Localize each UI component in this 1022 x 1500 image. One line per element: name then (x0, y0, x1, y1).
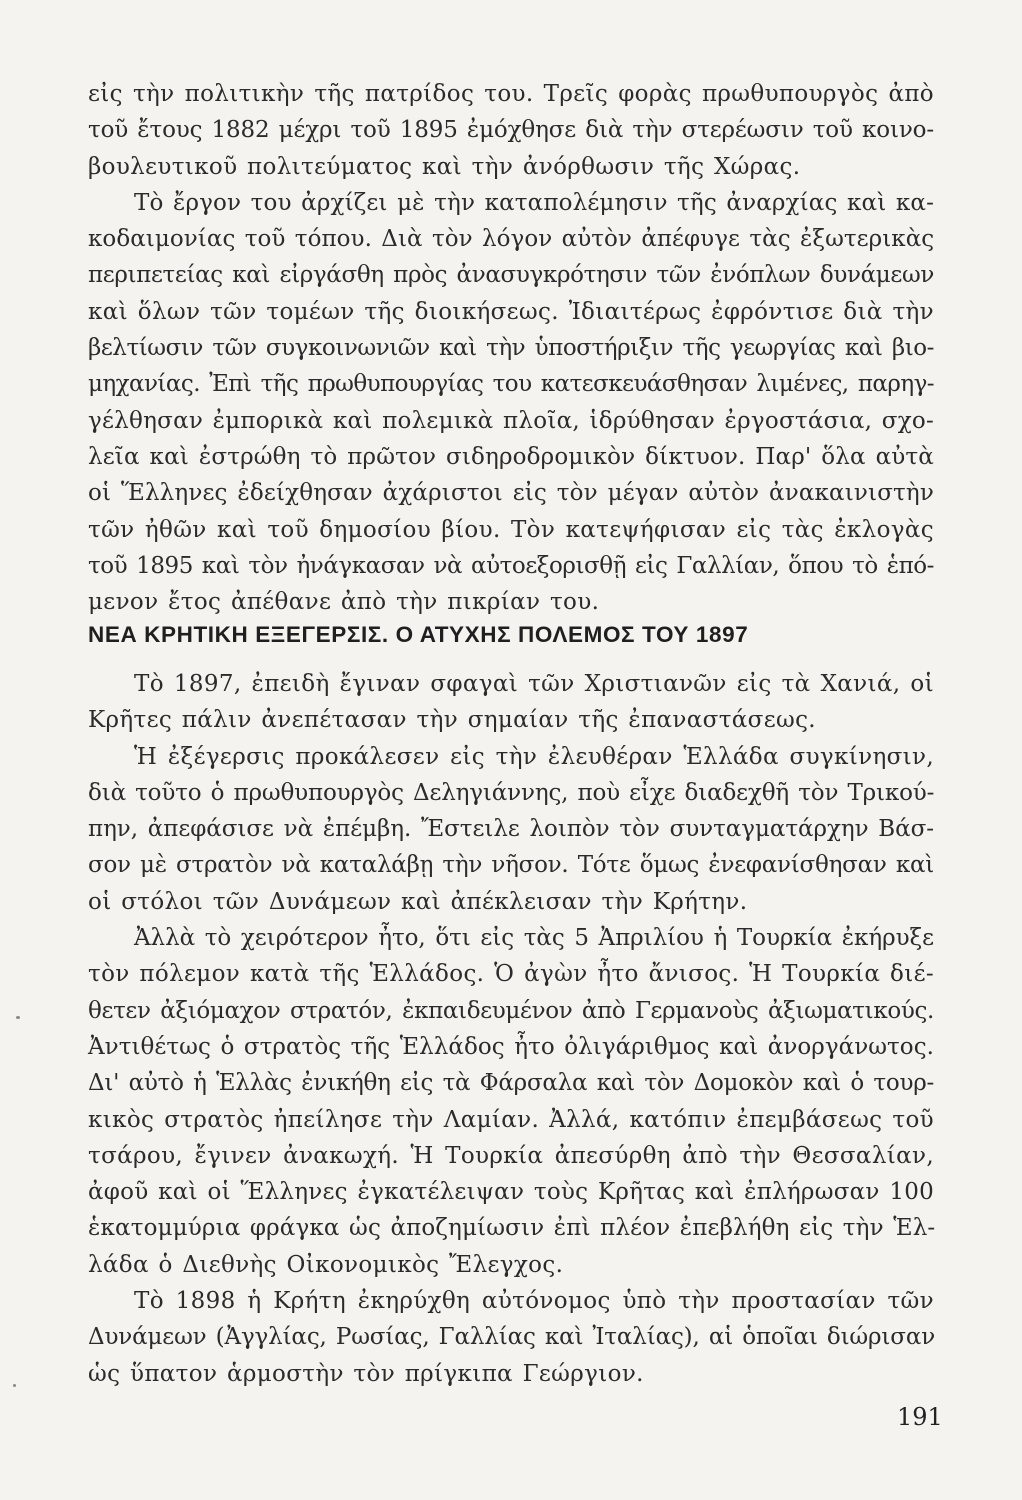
scan-speck (16, 1016, 20, 1019)
text-line: Δυνάμεων (Ἀγγλίας, Ρωσίας, Γαλλίας καὶ Ἰταλίας), αἱ ὁποῖαι διώρισαν (88, 1324, 936, 1351)
text-line: τοῦ ἔτους 1882 μέχρι τοῦ 1895 ἐμόχθησε διὰ τὴν στερέωσιν τοῦ κοινο- (88, 117, 934, 144)
text-line: τὸν πόλεμον κατὰ τῆς Ἑλλάδος. Ὁ ἀγὼν ἦτο ἄνισος. Ἡ Τουρκία διέ- (88, 961, 934, 988)
text-line: οἱ Ἕλληνες ἐδείχθησαν ἀχάριστοι εἰς τὸν μέγαν αὐτὸν ἀνακαινιστὴν (88, 480, 934, 507)
text-line: διὰ τοῦτο ὁ πρωθυπουργὸς Δεληγιάννης, ποὺ εἶχε διαδεχθῆ τὸν Τρικού- (88, 779, 935, 806)
text-line: τοῦ 1895 καὶ τὸν ἠνάγκασαν νὰ αὐτοεξορισθῇ εἰς Γαλλίαν, ὅπου τὸ ἑπό- (88, 552, 934, 579)
text-line: τσάρου, ἔγινεν ἀνακωχή. Ἡ Τουρκία ἀπεσύρθη ἀπὸ τὴν Θεσσαλίαν, (88, 1142, 934, 1169)
text-line: Ἀντιθέτως ὁ στρατὸς τῆς Ἑλλάδος ἦτο ὀλιγάριθμος καὶ ἀνοργάνωτος. (88, 1033, 934, 1060)
scan-speck (13, 1384, 16, 1387)
text-line: βουλευτικοῦ πολιτεύματος καὶ τὴν ἀνόρθωσιν τῆς Χώρας. (88, 153, 801, 180)
text-line: κικὸς στρατὸς ἠπείλησε τὴν Λαμίαν. Ἀλλά, κατόπιν ἐπεμβάσεως τοῦ (88, 1106, 934, 1133)
text-line: ἀφοῦ καὶ οἱ Ἕλληνες ἐγκατέλειψαν τοὺς Κρῆτας καὶ ἐπλήρωσαν 100 (88, 1179, 934, 1206)
text-line: Ἡ ἐξέγερσις προκάλεσεν εἰς τὴν ἐλευθέραν Ἑλλάδα συγκίνησιν, (134, 743, 934, 770)
text-line: Δι' αὐτὸ ἡ Ἑλλὰς ἐνικήθη εἰς τὰ Φάρσαλα καὶ τὸν Δομοκὸν καὶ ὁ τουρ- (88, 1070, 934, 1097)
text-line: θετεν ἀξιόμαχον στρατόν, ἐκπαιδευμένον ἀπὸ Γερμανοὺς ἀξιωματικούς. (88, 997, 934, 1024)
text-line: περιπετείας καὶ εἰργάσθη πρὸς ἀνασυγκρότησιν τῶν ἐνόπλων δυνάμεων (88, 262, 934, 289)
text-line: ὡς ὕπατον ἁρμοστὴν τὸν πρίγκιπα Γεώργιον. (88, 1360, 644, 1387)
text-block-cretan-revolt (88, 666, 934, 1392)
text-line: λεῖα καὶ ἐστρώθη τὸ πρῶτον σιδηροδρομικὸν δίκτυον. Παρ' ὅλα αὐτὰ (88, 443, 934, 470)
text-line: Κρῆτες πάλιν ἀνεπέτασαν τὴν σημαίαν τῆς ἐπαναστάσεως. (88, 707, 816, 734)
text-line: Τὸ 1898 ἡ Κρήτη ἐκηρύχθη αὐτόνομος ὑπὸ τὴν προστασίαν τῶν (134, 1288, 934, 1315)
text-line: Τὸ 1897, ἐπειδὴ ἔγιναν σφαγαὶ τῶν Χριστιανῶν εἰς τὰ Χανιά, οἱ (134, 671, 934, 697)
text-line: τῶν ἠθῶν καὶ τοῦ δημοσίου βίου. Τὸν κατεψήφισαν εἰς τὰς ἐκλογὰς (88, 516, 934, 543)
text-line: σον μὲ στρατὸν νὰ καταλάβῃ τὴν νῆσον. Τότε ὅμως ἐνεφανίσθησαν καὶ (88, 852, 934, 879)
text-line: ἑκατομμύρια φράγκα ὡς ἀποζημίωσιν ἐπὶ πλέον ἐπεβλήθη εἰς τὴν Ἑλ- (88, 1215, 936, 1242)
text-line: λάδα ὁ Διεθνὴς Οἰκονομικὸς Ἔλεγχος. (88, 1251, 564, 1278)
text-block-trikoupis (88, 76, 934, 620)
text-line: οἱ στόλοι τῶν Δυνάμεων καὶ ἀπέκλεισαν τὴν Κρήτην. (88, 888, 748, 915)
text-line: μενον ἔτος ἀπέθανε ἀπὸ τὴν πικρίαν του. (88, 589, 600, 616)
text-line: γέλθησαν ἐμπορικὰ καὶ πολεμικὰ πλοῖα, ἱδρύθησαν ἐργοστάσια, σχο- (88, 407, 935, 434)
text-line: βελτίωσιν τῶν συγκοινωνιῶν καὶ τὴν ὑποστήριξιν τῆς γεωργίας καὶ βιο- (88, 335, 934, 362)
text-line: Ἀλλὰ τὸ χειρότερον ἦτο, ὅτι εἰς τὰς 5 Ἀπριλίου ἡ Τουρκία ἐκήρυξε (134, 925, 934, 952)
text-line: κοδαιμονίας τοῦ τόπου. Διὰ τὸν λόγον αὐτὸν ἀπέφυγε τὰς ἐξωτερικὰς (88, 226, 935, 253)
page-number: 191 (897, 1403, 943, 1431)
text-line: εἰς τὴν πολιτικὴν τῆς πατρίδος του. Τρεῖς φορὰς πρωθυπουργὸς ἀπὸ (88, 81, 934, 107)
text-line: καὶ ὅλων τῶν τομέων τῆς διοικήσεως. Ἰδιαιτέρως ἐφρόντισε διὰ τὴν (88, 298, 934, 325)
text-line: πην, ἀπεφάσισε νὰ ἐπέμβη. Ἔστειλε λοιπὸν τὸν συνταγματάρχην Βάσ- (88, 816, 934, 843)
text-line: Τὸ ἔργον του ἀρχίζει μὲ τὴν καταπολέμησιν τῆς ἀναρχίας καὶ κα- (134, 189, 934, 216)
text-line: μηχανίας. Ἐπὶ τῆς πρωθυπουργίας του κατεσκευάσθησαν λιμένες, παρηγ- (88, 371, 934, 398)
section-heading: ΝΕΑ ΚΡΗΤΙΚΗ ΕΞΕΓΕΡΣΙΣ. Ο ΑΤΥΧΗΣ ΠΟΛΕΜΟΣ ΤΟΥ 1897 (88, 622, 749, 647)
